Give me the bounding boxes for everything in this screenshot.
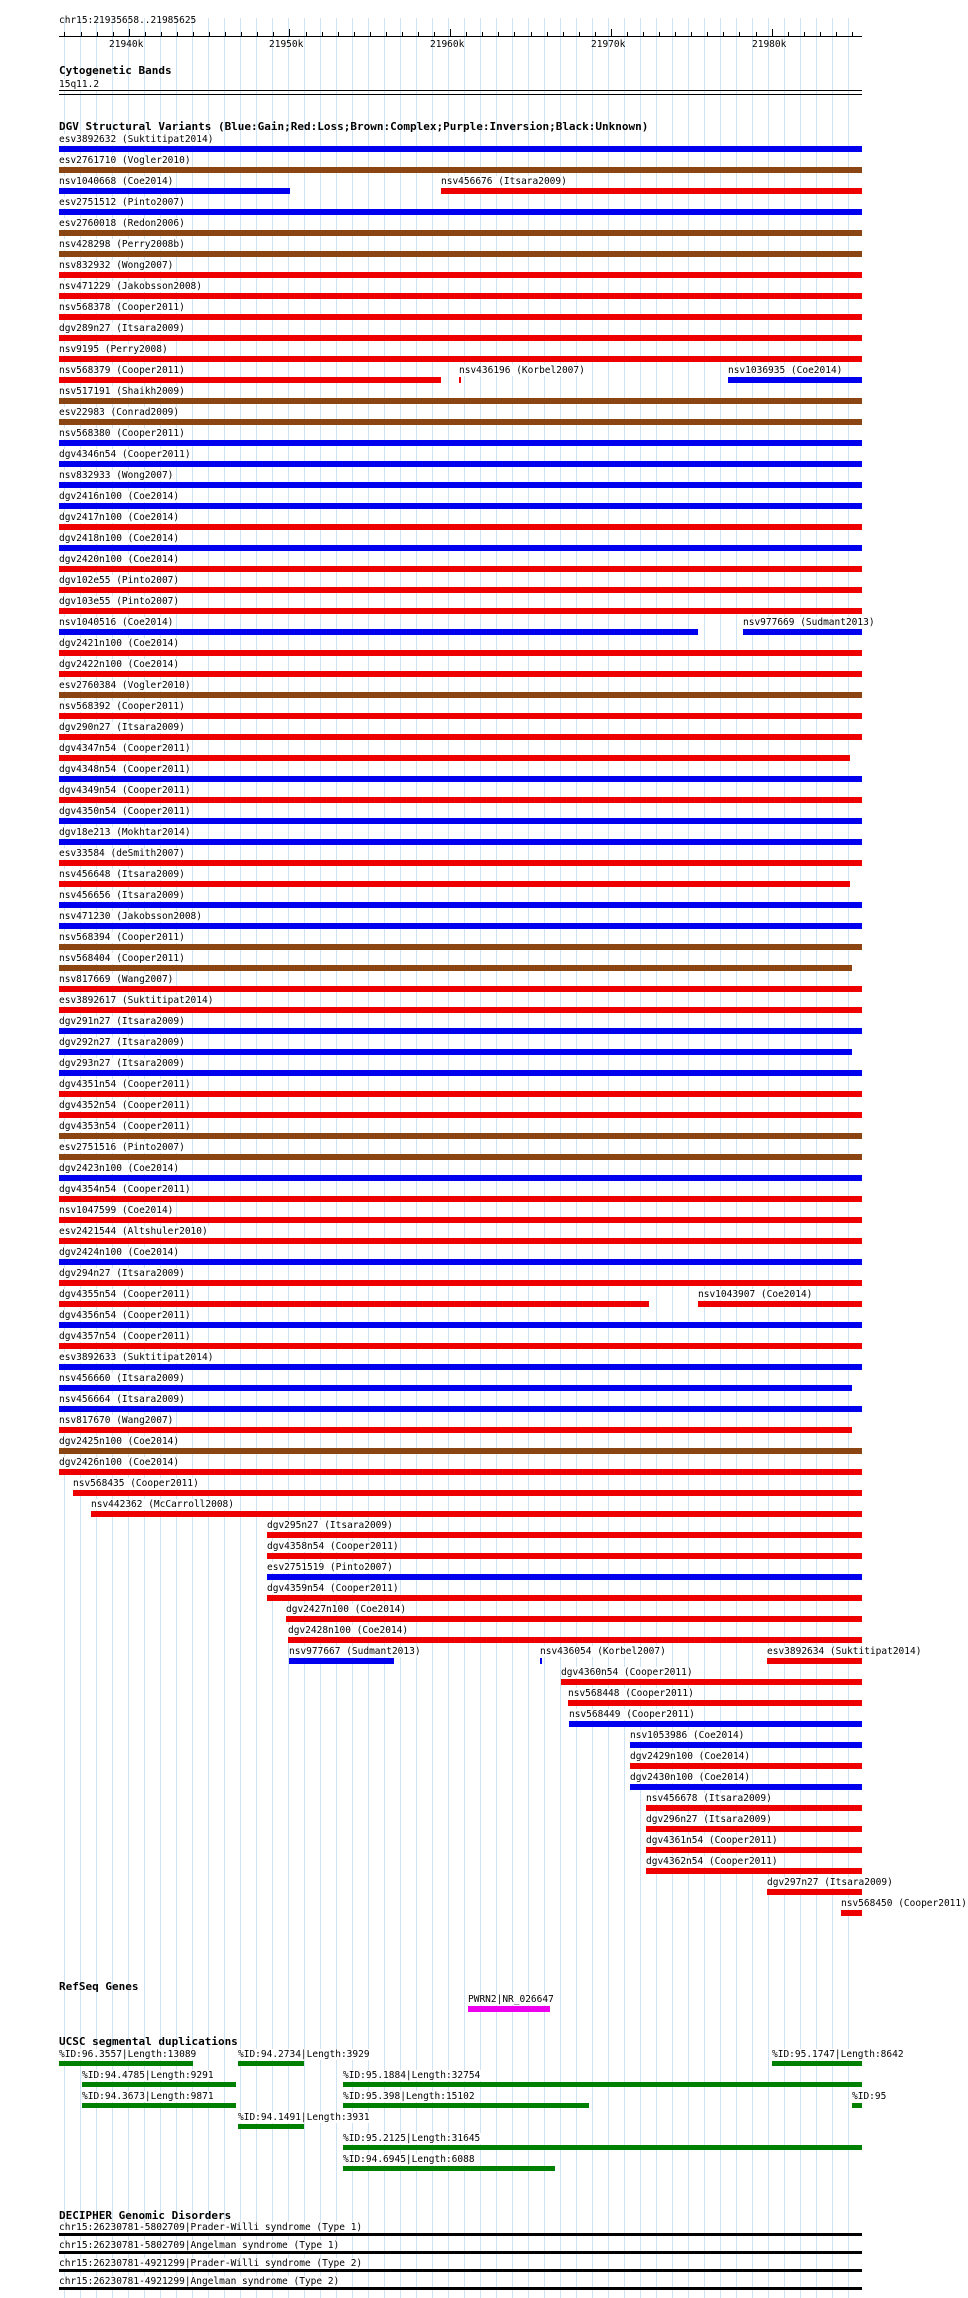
feature-label: dgv294n27 (Itsara2009)	[59, 1268, 185, 1279]
feature-label: dgv2421n100 (Coe2014)	[59, 638, 180, 649]
feature-label: %ID:94.6945|Length:6088	[343, 2154, 475, 2165]
feature-bar-gain[interactable]	[59, 440, 862, 446]
ruler-tick-label: 21960k	[430, 39, 465, 50]
ruler-minor-tick	[113, 32, 114, 36]
feature-bar-loss[interactable]	[841, 1910, 862, 1916]
feature-label: nsv568449 (Cooper2011)	[569, 1709, 695, 1720]
feature-bar-complex[interactable]	[59, 965, 852, 971]
feature-bar-loss[interactable]	[59, 1469, 862, 1475]
feature-label: esv3892617 (Suktitipat2014)	[59, 995, 214, 1006]
feature-bar-gain[interactable]	[59, 1028, 862, 1034]
feature-bar-loss[interactable]	[59, 1280, 862, 1286]
feature-label: esv3892633 (Suktitipat2014)	[59, 1352, 214, 1363]
feature-bar-loss[interactable]	[59, 986, 862, 992]
coordinate-range: chr15:21935658..21985625	[59, 15, 197, 26]
feature-bar-gain[interactable]	[289, 1658, 394, 1664]
feature-label: nsv456664 (Itsara2009)	[59, 1394, 185, 1405]
ruler-minor-tick	[804, 32, 805, 36]
feature-bar-segdup[interactable]	[343, 2103, 589, 2108]
decipher-track-title: DECIPHER Genomic Disorders	[59, 2209, 232, 2222]
feature-bar-gain[interactable]	[59, 482, 862, 488]
feature-bar-loss[interactable]	[59, 1007, 862, 1013]
feature-label: chr15:26230781-4921299|Angelman syndrome (Type 2)	[59, 2276, 340, 2287]
ruler-major-tick	[129, 29, 130, 36]
feature-label: nsv428298 (Perry2008b)	[59, 239, 185, 250]
feature-bar-loss[interactable]	[267, 1595, 862, 1601]
feature-bar-loss[interactable]	[441, 188, 862, 194]
feature-bar-loss[interactable]	[59, 1217, 862, 1223]
feature-label: nsv442362 (McCarroll2008)	[91, 1499, 234, 1510]
feature-label: %ID:96.3557|Length:13089	[59, 2049, 197, 2060]
feature-bar-complex[interactable]	[59, 230, 862, 236]
feature-bar-loss[interactable]	[646, 1805, 862, 1811]
feature-label: nsv436054 (Korbel2007)	[540, 1646, 666, 1657]
feature-bar-segdup[interactable]	[343, 2082, 862, 2087]
dgv-track-title: DGV Structural Variants (Blue:Gain;Red:Loss;Brown:Complex;Purple:Inversion;Black:Unknown)	[59, 120, 649, 133]
feature-bar-gain[interactable]	[743, 629, 862, 635]
feature-bar-unknown[interactable]	[59, 2251, 862, 2254]
feature-label: dgv295n27 (Itsara2009)	[267, 1520, 393, 1531]
feature-bar-loss[interactable]	[646, 1847, 862, 1853]
feature-bar-gain[interactable]	[59, 146, 862, 152]
feature-label: nsv568394 (Cooper2011)	[59, 932, 185, 943]
feature-bar-loss[interactable]	[59, 881, 850, 887]
feature-bar-loss[interactable]	[59, 1238, 862, 1244]
feature-bar-loss[interactable]	[59, 272, 862, 278]
feature-bar-gain[interactable]	[59, 776, 862, 782]
feature-bar-gain[interactable]	[59, 923, 862, 929]
feature-label: nsv568448 (Cooper2011)	[568, 1688, 694, 1699]
feature-bar-complex[interactable]	[59, 1154, 862, 1160]
ruler-minor-tick	[193, 32, 194, 36]
feature-bar-gain[interactable]	[59, 1070, 862, 1076]
feature-bar-gain[interactable]	[59, 902, 862, 908]
feature-label: %ID:95.1747|Length:8642	[772, 2049, 904, 2060]
feature-bar-loss[interactable]	[59, 314, 862, 320]
ruler-minor-tick	[514, 32, 515, 36]
feature-bar-gain[interactable]	[59, 209, 862, 215]
feature-label: nsv977667 (Sudmant2013)	[289, 1646, 421, 1657]
feature-bar-gain[interactable]	[630, 1742, 862, 1748]
feature-label: nsv832932 (Wong2007)	[59, 260, 174, 271]
ruler-minor-tick	[595, 32, 596, 36]
feature-label: dgv102e55 (Pinto2007)	[59, 575, 180, 586]
ruler-minor-tick	[756, 32, 757, 36]
feature-label: dgv291n27 (Itsara2009)	[59, 1016, 185, 1027]
feature-bar-segdup[interactable]	[343, 2166, 555, 2171]
feature-label: nsv1047599 (Coe2014)	[59, 1205, 174, 1216]
feature-label: nsv977669 (Sudmant2013)	[743, 617, 875, 628]
feature-label: dgv103e55 (Pinto2007)	[59, 596, 180, 607]
feature-label: dgv4350n54 (Cooper2011)	[59, 806, 191, 817]
ruler-minor-tick	[788, 32, 789, 36]
ruler-minor-tick	[659, 32, 660, 36]
feature-bar-loss[interactable]	[267, 1532, 862, 1538]
feature-label: dgv18e213 (Mokhtar2014)	[59, 827, 191, 838]
ruler-minor-tick	[820, 32, 821, 36]
feature-bar-gain[interactable]	[59, 629, 698, 635]
ruler-minor-tick	[643, 32, 644, 36]
ruler-major-tick	[450, 29, 451, 36]
feature-bar-loss[interactable]	[91, 1511, 862, 1517]
feature-bar-loss[interactable]	[698, 1301, 862, 1307]
feature-bar-gain[interactable]	[569, 1721, 862, 1727]
feature-bar-loss[interactable]	[59, 1091, 862, 1097]
feature-label: nsv1053986 (Coe2014)	[630, 1730, 745, 1741]
feature-bar-complex[interactable]	[59, 419, 862, 425]
feature-bar-complex[interactable]	[59, 167, 862, 173]
ruler-minor-tick	[563, 32, 564, 36]
feature-label: dgv4348n54 (Cooper2011)	[59, 764, 191, 775]
feature-label: %ID:95.2125|Length:31645	[343, 2133, 481, 2144]
feature-bar-loss[interactable]	[767, 1889, 862, 1895]
ruler-minor-tick	[338, 32, 339, 36]
feature-label: dgv2430n100 (Coe2014)	[630, 1772, 751, 1783]
feature-label: esv2761710 (Vogler2010)	[59, 155, 191, 166]
feature-label: dgv2423n100 (Coe2014)	[59, 1163, 180, 1174]
feature-bar-gain[interactable]	[59, 818, 862, 824]
feature-bar-loss[interactable]	[630, 1763, 862, 1769]
feature-label: nsv471230 (Jakobsson2008)	[59, 911, 202, 922]
feature-bar-segdup[interactable]	[82, 2082, 236, 2087]
feature-bar-segdup[interactable]	[343, 2145, 862, 2150]
feature-label: nsv1040516 (Coe2014)	[59, 617, 174, 628]
ruler-major-tick	[611, 29, 612, 36]
feature-label: %ID:94.2734|Length:3929	[238, 2049, 370, 2060]
feature-bar-unknown[interactable]	[59, 2233, 862, 2236]
ruler-minor-tick	[707, 32, 708, 36]
feature-bar-complex[interactable]	[59, 944, 862, 950]
feature-bar-segdup[interactable]	[852, 2103, 862, 2108]
feature-label: dgv2424n100 (Coe2014)	[59, 1247, 180, 1258]
ruler-tick-label: 21950k	[269, 39, 304, 50]
feature-bar-gain[interactable]	[267, 1574, 862, 1580]
feature-label: esv3892632 (Suktitipat2014)	[59, 134, 214, 145]
feature-label: dgv4361n54 (Cooper2011)	[646, 1835, 778, 1846]
ruler-minor-tick	[531, 32, 532, 36]
feature-bar-loss[interactable]	[568, 1700, 862, 1706]
feature-bar-loss[interactable]	[59, 356, 862, 362]
feature-label: nsv436196 (Korbel2007)	[459, 365, 585, 376]
feature-label: %ID:94.3673|Length:9871	[82, 2091, 214, 2102]
feature-label: dgv2428n100 (Coe2014)	[288, 1625, 409, 1636]
feature-label: nsv456648 (Itsara2009)	[59, 869, 185, 880]
feature-bar-loss[interactable]	[59, 524, 862, 530]
feature-bar-gain[interactable]	[630, 1784, 862, 1790]
feature-label: PWRN2|NR_026647	[468, 1994, 554, 2005]
ruler-minor-tick	[64, 32, 65, 36]
ruler-minor-tick	[81, 32, 82, 36]
feature-bar-gain[interactable]	[59, 503, 862, 509]
feature-bar-gain[interactable]	[540, 1658, 542, 1664]
ruler-major-tick	[289, 29, 290, 36]
feature-label: %ID:94.1491|Length:3931	[238, 2112, 370, 2123]
feature-label: %ID:95	[852, 2091, 887, 2102]
cytoband-line-1	[59, 90, 862, 91]
segdup-track-title: UCSC segmental duplications	[59, 2035, 238, 2048]
feature-label: dgv4346n54 (Cooper2011)	[59, 449, 191, 460]
feature-bar-complex[interactable]	[59, 251, 862, 257]
feature-label: dgv4352n54 (Cooper2011)	[59, 1100, 191, 1111]
cytoband-line-2	[59, 94, 862, 95]
ruler-minor-tick	[354, 32, 355, 36]
feature-bar-complex[interactable]	[59, 692, 862, 698]
feature-label: chr15:26230781-5802709|Angelman syndrome (Type 1)	[59, 2240, 340, 2251]
feature-bar-gain[interactable]	[59, 1175, 862, 1181]
feature-bar-segdup[interactable]	[238, 2061, 304, 2066]
feature-label: dgv4362n54 (Cooper2011)	[646, 1856, 778, 1867]
feature-bar-segdup[interactable]	[59, 2061, 193, 2066]
feature-label: nsv568435 (Cooper2011)	[73, 1478, 199, 1489]
feature-bar-segdup[interactable]	[772, 2061, 862, 2066]
feature-bar-loss[interactable]	[59, 377, 441, 383]
ruler-minor-tick	[306, 32, 307, 36]
refseq-track-title: RefSeq Genes	[59, 1980, 139, 1993]
feature-bar-loss[interactable]	[59, 797, 862, 803]
feature-bar-gain[interactable]	[59, 1406, 862, 1412]
feature-label: chr15:26230781-5802709|Prader-Willi syndrome (Type 1)	[59, 2222, 363, 2233]
feature-label: esv2760384 (Vogler2010)	[59, 680, 191, 691]
cytogenetic-bands-title: Cytogenetic Bands	[59, 64, 172, 77]
feature-bar-gene[interactable]	[468, 2006, 550, 2012]
feature-bar-loss[interactable]	[561, 1679, 862, 1685]
feature-label: dgv2418n100 (Coe2014)	[59, 533, 180, 544]
ruler-minor-tick	[739, 32, 740, 36]
feature-bar-segdup[interactable]	[238, 2124, 304, 2129]
feature-label: dgv2420n100 (Coe2014)	[59, 554, 180, 565]
ruler-minor-tick	[675, 32, 676, 36]
feature-label: nsv1040668 (Coe2014)	[59, 176, 174, 187]
ruler-minor-tick	[225, 32, 226, 36]
ruler-minor-tick	[402, 32, 403, 36]
feature-bar-gain[interactable]	[59, 188, 290, 194]
feature-label: nsv568379 (Cooper2011)	[59, 365, 185, 376]
ruler-minor-tick	[273, 32, 274, 36]
feature-label: nsv471229 (Jakobsson2008)	[59, 281, 202, 292]
feature-label: esv2751512 (Pinto2007)	[59, 197, 185, 208]
feature-label: esv2760018 (Redon2006)	[59, 218, 185, 229]
ruler-minor-tick	[145, 32, 146, 36]
ruler-axis-line	[59, 36, 862, 37]
feature-label: nsv1036935 (Coe2014)	[728, 365, 843, 376]
feature-label: dgv4347n54 (Cooper2011)	[59, 743, 191, 754]
feature-label: dgv2429n100 (Coe2014)	[630, 1751, 751, 1762]
ruler-minor-tick	[177, 32, 178, 36]
feature-label: nsv817670 (Wang2007)	[59, 1415, 174, 1426]
feature-label: dgv4355n54 (Cooper2011)	[59, 1289, 191, 1300]
feature-bar-gain[interactable]	[59, 461, 862, 467]
feature-bar-complex[interactable]	[59, 1133, 862, 1139]
ruler-minor-tick	[579, 32, 580, 36]
feature-label: dgv2422n100 (Coe2014)	[59, 659, 180, 670]
feature-bar-gain[interactable]	[59, 1364, 862, 1370]
feature-label: dgv4354n54 (Cooper2011)	[59, 1184, 191, 1195]
feature-bar-gain[interactable]	[59, 1322, 862, 1328]
feature-bar-complex[interactable]	[59, 1448, 862, 1454]
feature-bar-loss[interactable]	[59, 713, 862, 719]
feature-bar-loss[interactable]	[59, 860, 862, 866]
feature-label: esv3892634 (Suktitipat2014)	[767, 1646, 922, 1657]
feature-label: dgv4358n54 (Cooper2011)	[267, 1541, 399, 1552]
ruler-minor-tick	[547, 32, 548, 36]
feature-bar-loss[interactable]	[59, 734, 862, 740]
feature-bar-segdup[interactable]	[82, 2103, 236, 2108]
ruler-minor-tick	[836, 32, 837, 36]
ruler-minor-tick	[241, 32, 242, 36]
feature-label: nsv456678 (Itsara2009)	[646, 1793, 772, 1804]
feature-label: dgv2425n100 (Coe2014)	[59, 1436, 180, 1447]
feature-label: dgv4357n54 (Cooper2011)	[59, 1331, 191, 1342]
ruler-minor-tick	[370, 32, 371, 36]
feature-label: nsv9195 (Perry2008)	[59, 344, 168, 355]
ruler-minor-tick	[466, 32, 467, 36]
ruler-minor-tick	[161, 32, 162, 36]
feature-bar-loss[interactable]	[267, 1553, 862, 1559]
ruler-minor-tick	[852, 32, 853, 36]
feature-bar-loss[interactable]	[59, 671, 862, 677]
ruler-tick-label: 21970k	[591, 39, 626, 50]
feature-label: chr15:26230781-4921299|Prader-Willi syndrome (Type 2)	[59, 2258, 363, 2269]
ruler-minor-tick	[322, 32, 323, 36]
feature-label: %ID:95.1884|Length:32754	[343, 2070, 481, 2081]
feature-bar-unknown[interactable]	[59, 2287, 862, 2290]
feature-label: dgv297n27 (Itsara2009)	[767, 1877, 893, 1888]
feature-bar-loss[interactable]	[59, 587, 862, 593]
feature-label: dgv2416n100 (Coe2014)	[59, 491, 180, 502]
feature-bar-loss[interactable]	[73, 1490, 862, 1496]
feature-label: nsv456656 (Itsara2009)	[59, 890, 185, 901]
feature-bar-loss[interactable]	[59, 755, 850, 761]
ruler-minor-tick	[627, 32, 628, 36]
feature-label: esv22983 (Conrad2009)	[59, 407, 180, 418]
feature-label: esv2751519 (Pinto2007)	[267, 1562, 393, 1573]
feature-bar-gain[interactable]	[59, 1259, 862, 1265]
feature-bar-loss[interactable]	[288, 1637, 862, 1643]
feature-label: esv2421544 (Altshuler2010)	[59, 1226, 208, 1237]
feature-label: dgv289n27 (Itsara2009)	[59, 323, 185, 334]
feature-label: dgv4360n54 (Cooper2011)	[561, 1667, 693, 1678]
ruler-minor-tick	[209, 32, 210, 36]
feature-label: dgv296n27 (Itsara2009)	[646, 1814, 772, 1825]
feature-label: nsv456676 (Itsara2009)	[441, 176, 567, 187]
feature-label: dgv290n27 (Itsara2009)	[59, 722, 185, 733]
ruler-minor-tick	[97, 32, 98, 36]
feature-bar-loss[interactable]	[459, 377, 461, 383]
feature-label: dgv4353n54 (Cooper2011)	[59, 1121, 191, 1132]
feature-label: nsv568378 (Cooper2011)	[59, 302, 185, 313]
feature-bar-loss[interactable]	[646, 1826, 862, 1832]
cytoband-label: 15q11.2	[59, 79, 100, 90]
ruler-minor-tick	[386, 32, 387, 36]
feature-bar-loss[interactable]	[59, 566, 862, 572]
feature-bar-loss[interactable]	[59, 650, 862, 656]
feature-label: nsv517191 (Shaikh2009)	[59, 386, 185, 397]
feature-bar-loss[interactable]	[59, 608, 862, 614]
feature-label: nsv456660 (Itsara2009)	[59, 1373, 185, 1384]
feature-bar-gain[interactable]	[728, 377, 862, 383]
feature-bar-loss[interactable]	[59, 293, 862, 299]
feature-bar-loss[interactable]	[286, 1616, 862, 1622]
feature-label: esv33584 (deSmith2007)	[59, 848, 185, 859]
feature-bar-loss[interactable]	[59, 1343, 862, 1349]
ruler-tick-label: 21980k	[752, 39, 787, 50]
feature-bar-loss[interactable]	[59, 335, 862, 341]
ruler-minor-tick	[691, 32, 692, 36]
ruler-major-tick	[772, 29, 773, 36]
feature-bar-complex[interactable]	[59, 398, 862, 404]
ruler-minor-tick	[418, 32, 419, 36]
feature-label: nsv1043907 (Coe2014)	[698, 1289, 813, 1300]
feature-bar-unknown[interactable]	[59, 2269, 862, 2272]
feature-label: dgv4359n54 (Cooper2011)	[267, 1583, 399, 1594]
feature-bar-loss[interactable]	[646, 1868, 862, 1874]
feature-label: dgv2417n100 (Coe2014)	[59, 512, 180, 523]
feature-bar-loss[interactable]	[767, 1658, 862, 1664]
feature-label: dgv2427n100 (Coe2014)	[286, 1604, 407, 1615]
feature-label: esv2751516 (Pinto2007)	[59, 1142, 185, 1153]
feature-label: dgv4351n54 (Cooper2011)	[59, 1079, 191, 1090]
feature-bar-gain[interactable]	[59, 839, 862, 845]
feature-bar-loss[interactable]	[59, 1196, 862, 1202]
ruler-minor-tick	[723, 32, 724, 36]
ruler-minor-tick	[434, 32, 435, 36]
feature-label: %ID:94.4785|Length:9291	[82, 2070, 214, 2081]
feature-label: dgv4349n54 (Cooper2011)	[59, 785, 191, 796]
feature-label: nsv568404 (Cooper2011)	[59, 953, 185, 964]
ruler-minor-tick	[257, 32, 258, 36]
feature-label: nsv817669 (Wang2007)	[59, 974, 174, 985]
ruler-minor-tick	[498, 32, 499, 36]
feature-label: %ID:95.398|Length:15102	[343, 2091, 475, 2102]
ruler-minor-tick	[482, 32, 483, 36]
feature-bar-gain[interactable]	[59, 1385, 852, 1391]
feature-label: nsv568392 (Cooper2011)	[59, 701, 185, 712]
feature-label: nsv568450 (Cooper2011)	[841, 1898, 967, 1909]
feature-label: nsv832933 (Wong2007)	[59, 470, 174, 481]
feature-bar-loss[interactable]	[59, 1427, 852, 1433]
feature-label: dgv293n27 (Itsara2009)	[59, 1058, 185, 1069]
feature-bar-loss[interactable]	[59, 1112, 862, 1118]
feature-bar-gain[interactable]	[59, 545, 862, 551]
feature-bar-gain[interactable]	[59, 1049, 852, 1055]
ruler-tick-label: 21940k	[109, 39, 144, 50]
feature-label: dgv292n27 (Itsara2009)	[59, 1037, 185, 1048]
feature-label: dgv4356n54 (Cooper2011)	[59, 1310, 191, 1321]
feature-bar-loss[interactable]	[59, 1301, 649, 1307]
feature-label: dgv2426n100 (Coe2014)	[59, 1457, 180, 1468]
feature-label: nsv568380 (Cooper2011)	[59, 428, 185, 439]
